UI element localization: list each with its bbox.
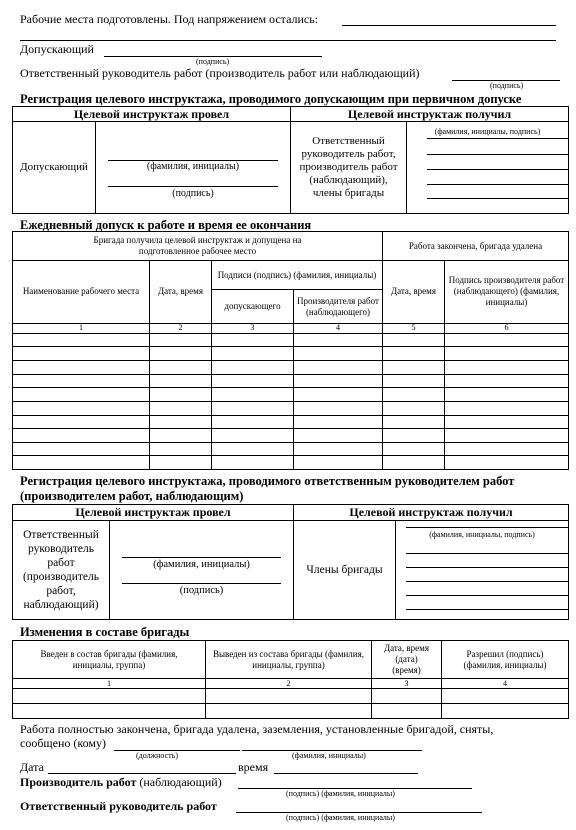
table-cell: [294, 442, 383, 456]
table-cell: [383, 429, 445, 443]
section2-number-row: [13, 323, 569, 333]
section4-col-removed: Выведен из состава бригады (фамилия, инициалы, группа): [206, 641, 372, 679]
brigade-changes-table: [12, 640, 569, 719]
table-cell: [445, 415, 569, 429]
table-cell: [383, 374, 445, 388]
table-cell: [13, 347, 150, 361]
section1-table: [12, 106, 569, 214]
table-cell: [445, 347, 569, 361]
section1-name-caption: (фамилия, инициалы): [146, 161, 240, 172]
table-cell: [150, 401, 212, 415]
table-cell: [294, 347, 383, 361]
section4-col-allowed: Разрешил (подпись) (фамилия, инициалы): [442, 641, 569, 679]
section1-sign-caption: (подпись): [172, 188, 214, 199]
section2-col-foreman: Производителя работ (наблюдающего): [294, 290, 383, 323]
daily-admission-table: [12, 231, 569, 470]
table-cell: [445, 429, 569, 443]
section1-title: Регистрация целевого инструктажа, проводимого допускающим при первичном допуске: [20, 92, 522, 106]
section4-num: 1: [13, 679, 206, 689]
section3-members-label: Члены бригады: [294, 521, 396, 620]
table-cell: [150, 347, 212, 361]
section1-right-role: Ответственный руководитель работ, производитель работ (наблюдающий), члены бригады: [291, 122, 407, 214]
table-cell: [150, 442, 212, 456]
table-row: [13, 361, 569, 375]
table-cell: [212, 388, 294, 402]
table-row: [13, 456, 569, 470]
table-cell: [383, 361, 445, 375]
table-row: [13, 374, 569, 388]
responsible-signature-caption: (подпись): [490, 81, 524, 90]
section1-sign-line: [108, 186, 278, 187]
table-cell: [294, 401, 383, 415]
section2-num: 1: [13, 323, 150, 333]
section3-row-label: Ответственный руководитель работ (производитель работ, наблюдающий): [13, 521, 110, 620]
section4-title: Изменения в составе бригады: [20, 625, 190, 639]
table-cell: [13, 429, 150, 443]
table-row: [13, 704, 569, 719]
table-cell: [445, 388, 569, 402]
section2-col-foreman-sign: Подпись производителя работ (наблюдающего) (фамилия, инициалы): [445, 261, 569, 324]
table-cell: [445, 374, 569, 388]
date-line: [48, 773, 236, 774]
table-cell: [13, 388, 150, 402]
table-row: [13, 429, 569, 443]
final-responsible-label: Ответственный руководитель работ: [20, 799, 217, 813]
section4-col-added: Введен в состав бригады (фамилия, инициалы, группа): [13, 641, 206, 679]
table-row: [13, 388, 569, 402]
table-cell: [383, 415, 445, 429]
table-cell: [13, 456, 150, 470]
foreman-label-rest: (наблюдающий): [139, 775, 222, 789]
completion-line1: Работа полностью закончена, бригада удалена, заземления, установленные бригадой, сняты,: [20, 722, 494, 736]
table-cell: [445, 361, 569, 375]
table-cell: [212, 401, 294, 415]
position-caption: (должность): [136, 751, 178, 760]
table-cell: [445, 333, 569, 347]
table-cell: [150, 374, 212, 388]
section2-col-date2: Дата, время: [383, 261, 445, 324]
reported-name-caption: (фамилия, инициалы): [292, 751, 366, 760]
section3-name-line: [122, 557, 281, 558]
section4-col-datetime: Дата, время (дата) (время): [372, 641, 442, 679]
table-cell: [383, 401, 445, 415]
table-cell: [445, 442, 569, 456]
table-cell: [294, 415, 383, 429]
table-cell: [383, 347, 445, 361]
table-cell: [212, 361, 294, 375]
table-cell: [294, 388, 383, 402]
section2-col-admitting: допускающего: [212, 290, 294, 323]
table-cell: [294, 374, 383, 388]
date-label: Дата: [20, 760, 44, 774]
section3-name-caption: (фамилия, инициалы): [153, 559, 250, 570]
table-cell: [13, 361, 150, 375]
table-cell: [383, 442, 445, 456]
table-cell: [150, 429, 212, 443]
remaining-voltage-line-2: [20, 40, 556, 41]
table-row: [13, 333, 569, 347]
time-line: [274, 773, 418, 774]
table-cell: [13, 442, 150, 456]
table-cell: [212, 415, 294, 429]
time-label: время: [238, 760, 269, 774]
table-cell: [212, 429, 294, 443]
table-cell: [383, 456, 445, 470]
table-cell: [294, 361, 383, 375]
table-cell: [150, 388, 212, 402]
admitting-signature-caption: (подпись): [196, 57, 230, 66]
table-cell: [212, 347, 294, 361]
table-cell: [212, 456, 294, 470]
table-cell: [294, 333, 383, 347]
section4-num: 2: [206, 679, 372, 689]
table-cell: [294, 456, 383, 470]
section4-num: 3: [372, 679, 442, 689]
table-cell: [383, 388, 445, 402]
section2-num: 4: [294, 323, 383, 333]
table-cell: [13, 415, 150, 429]
table-cell: [294, 429, 383, 443]
table-cell: [150, 361, 212, 375]
table-cell: [150, 333, 212, 347]
final-responsible-caption: (подпись) (фамилия, инициалы): [286, 813, 395, 822]
section2-group-right: Работа закончена, бригада удалена: [383, 232, 569, 261]
table-row: [13, 347, 569, 361]
section2-title: Ежедневный допуск к работе и время ее окончания: [20, 218, 312, 232]
table-row: [13, 401, 569, 415]
section4-num: 4: [442, 679, 569, 689]
table-row: [13, 415, 569, 429]
table-cell: [383, 333, 445, 347]
table-cell: [212, 333, 294, 347]
section3-col-conducted: Целевой инструктаж провел: [13, 505, 294, 521]
responsible-manager-label: Ответственный руководитель работ (производитель работ или наблюдающий): [20, 66, 420, 80]
section3-signature-cell: [110, 521, 294, 620]
foreman-label-bold: Производитель работ: [20, 775, 137, 789]
section1-col-conducted: Целевой инструктаж провел: [13, 107, 291, 122]
section3-table: [12, 504, 569, 620]
table-cell: [13, 401, 150, 415]
section1-signature-cell: [96, 122, 291, 214]
section2-col-workplace: Наименование рабочего места: [13, 261, 150, 324]
section1-recipients-cell: [407, 122, 569, 214]
section2-num: 3: [212, 323, 294, 333]
table-cell: [445, 456, 569, 470]
completion-reported-to: сообщено (кому): [20, 736, 106, 750]
section3-recipients-cell: [396, 521, 569, 620]
foreman-signature-caption: (подпись) (фамилия, инициалы): [286, 789, 395, 798]
table-cell: [150, 415, 212, 429]
section2-num: 2: [150, 323, 212, 333]
section2-col-datetime: Дата, время: [150, 261, 212, 324]
section3-title-line1: Регистрация целевого инструктажа, проводимого ответственным руководителем работ: [20, 474, 515, 488]
section2-col-signatures: Подписи (подпись) (фамилия, инициалы): [212, 261, 383, 290]
section2-num: 6: [445, 323, 569, 333]
table-cell: [212, 374, 294, 388]
section1-right-caption: (фамилия, инициалы, подпись): [434, 127, 541, 136]
section3-col-received: Целевой инструктаж получил: [294, 505, 569, 521]
section2-group-left: Бригада получила целевой инструктаж и допущена на подготовленное рабочее место: [13, 232, 383, 261]
table-cell: [150, 456, 212, 470]
section3-title-line2: (производителем работ, наблюдающим): [20, 489, 244, 503]
foreman-signature-label: [20, 775, 222, 790]
table-row: [13, 689, 569, 704]
section3-sign-line: [122, 583, 281, 584]
table-cell: [13, 374, 150, 388]
table-cell: [212, 442, 294, 456]
remaining-voltage-label: Рабочие места подготовлены. Под напряжением остались:: [20, 12, 319, 26]
remaining-voltage-line: [342, 25, 556, 26]
table-cell: [13, 333, 150, 347]
section3-sign-caption: (подпись): [179, 585, 224, 596]
table-cell: [445, 401, 569, 415]
section3-right-caption: (фамилия, инициалы, подпись): [429, 530, 535, 539]
section1-col-received: Целевой инструктаж получил: [291, 107, 569, 122]
section1-row-label: Допускающий: [13, 122, 96, 214]
section2-num: 5: [383, 323, 445, 333]
table-row: [13, 442, 569, 456]
admitting-label: Допускающий: [20, 42, 94, 56]
